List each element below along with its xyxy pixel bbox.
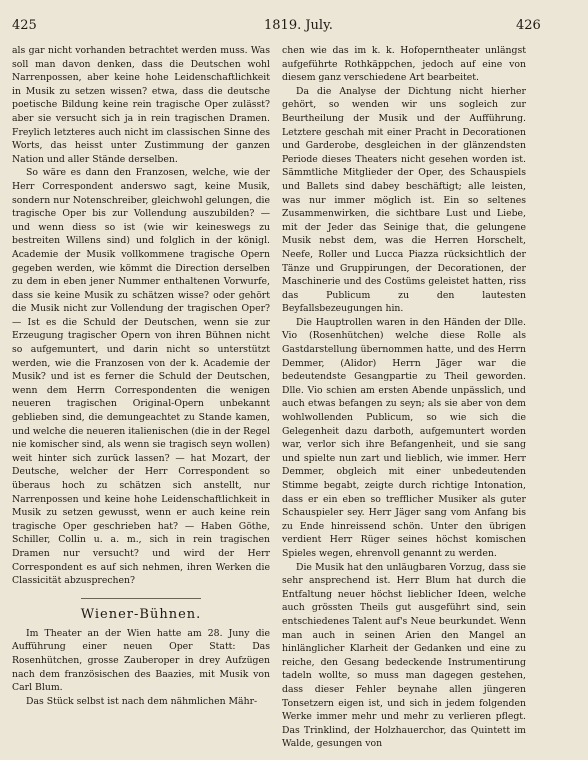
paragraph: Die Musik hat den unläugbaren Vorzug, dass sie sehr ansprechend ist. Herr Blum hat durch die Entfaltung neuer höchst lieblicher Ideen, welche auch grössten Theils gut ausgeführt sind, sein entschiedenes Talent auf's Neue beurkundet. Wenn man auch in seinen Arien den Mangel an hinlänglicher Klarheit der Gedanken und eine zu reiche, den Gesang bedeckende Instrumentirung tadeln wollte, so muss man dagegen gestehen, dass dieser Fehler beynahe allen jüngeren Tonsetzern eigen ist, und sich in jedem folgenden Werke immer mehr und mehr zu verlieren pflegt. Das Trinklind, der Holzhauerchor, das Quintett im Walde, gesungen von: [282, 561, 526, 750]
right-column: [282, 44, 526, 751]
paragraph: als gar nicht vorhanden betrachtet werden muss. Was soll man davon denken, dass die Deutschen wohl Narrenpossen, aber keine hohe Leidenschaftlichkeit in Musik zu setzen wissen? etwa, dass die deutsche poetische Bildung keine rein tragische Oper zulässt? aber sie versucht sich ja in rein tragischen Dramen. Freylich letzteres auch nicht im classischen Sinne des Worts, das heisst unter Zustimmung der ganzen Nation und aller Stände derselben.: [12, 45, 270, 165]
paragraph: Im Theater an der Wien hatte am 28. Juny die Aufführung einer neuen Oper Statt: Das Rosenhütchen, grosse Zauberoper in drey Aufzügen nach dem französischen des Baazies, mit Musik von Carl Blum.: [12, 627, 270, 694]
paragraph: Da die Analyse der Dichtung nicht hierher gehört, so wenden wir uns sogleich zur Beurtheilung der Musik und der Aufführung. Letztere geschah mit einer Pracht in Decorationen und Garderobe, desgleichen in der glänzendsten Periode dieses Theaters nicht gesehen worden ist. Sämmtliche Mitglieder der Oper, des Schauspiels und Ballets sind dabey beschäftigt; alle leisten, was nur immer möglich ist. Ein so seltenes Zusammenwirken, die sichtbare Lust und Liebe, mit der Jeder das Seinige that, die gelungene Musik nebst dem, was die Herren Horschelt, Neefe, Roller und Lucca Piazza rücksichtlich der Tänze und Gruppirungen, der Decorationen, der Maschinerie und des Costüms geleistet hatten, riss das Publicum zu den lautesten Beyfallsbezeugungen hin.: [282, 85, 526, 315]
paragraph-continuation: chen wie das im k. k. Hofoperntheater unlängst aufgeführte Rothkäppchen, jedoch auf eine von diesem ganz verschiedene Art bearbeitet.: [282, 45, 526, 84]
page-number-right: 426: [516, 18, 541, 33]
paragraph: Die Hauptrollen waren in den Händen der Dlle. Vio (Rosenhütchen) welche diese Rolle als Gastdarstellung übernommen hatte, und des Herrn Demmer, (Alidor) Herrn Jäger war die bedeutendste Gesangpartie zu Theil geworden. Dlle. Vio schien am ersten Abende unpässlich, und auch etwas befangen zu seyn; als sie aber von dem wohlwollenden Publicum, so wie sich die Gelegenheit dazu darboth, aufgemuntert worden war, verlor sich ihre Befangenheit, und sie sang und spielte nun zart und lieblich, wie immer. Herr Demmer, obgleich mit einer unbedeutenden Stimme begabt, zeigte durch richtige Intonation, dass er ein eben so trefflicher Musiker als guter Schauspieler sey. Herr Jäger sang vom Anfang bis zu Ende hinreissend schön. Unter den übrigen verdient Herr Rüger seines höchst komischen Spieles wegen, ehrenvoll genannt zu werden.: [282, 316, 526, 559]
paragraph: Das Stück selbst ist nach dem nähmlichen Mähr-: [26, 695, 258, 707]
page-number-left: 425: [12, 18, 37, 33]
section-title: Wiener-Bühnen.: [80, 606, 202, 622]
paragraph: So wäre es dann den Franzosen, welche, wie der Herr Correspondent anderswo sagt, keine Musik, sondern nur Notenschreiber, gleichwohl gelungen, die tragische Oper bis zur Vollendung auszubilden? — und wenn diess so ist (wie wir keineswegs zu bestreiten Willens sind) und folglich in der königl. Academie der Musik vollkommene tragische Opern gegeben werden, wie kömmt die Direction derselben zu dem in eben jener Nummer enthaltenen Vorwurfe, dass sie keine Musik zu schätzen wisse? oder gehört die Musik nicht zur Vollendung der tragischen Oper? — Ist es die Schuld der Deutschen, wenn sie zur Erzeugung tragischer Opern von ihren Bühnen nicht so aufgemuntert, und darin nicht so unterstützt werden, wie die Franzosen von der k. Academie der Musik? und ist es ferner die Schuld der Deutschen, wenn dem Herrn Correspondenten die wenigen neueren tragischen Original-Opern unbekannt geblieben sind, die demungeachtet zu Stande kamen, und welche die neueren italienischen (die in der Regel nie komischer sind, als wenn sie tragisch seyn wollen) weit hinter sich zurück lassen? — hat Mozart, der Deutsche, welcher der Herr Correspondent so überaus hoch zu schätzen sich anstellt, nur Narrenpossen und keine hohe Leidenschaftlichkeit in Musik zu setzen gewusst, wenn er auch keine rein tragische Oper geschrieben hat? — Haben Göthe, Schiller, Collin u. a. m., sich in rein tragischen Dramen nur versucht? und wird der Herr Correspondent es auf sich nehmen, ihren Werken die Classicität abzusprechen?: [12, 167, 270, 587]
section-divider: [81, 598, 201, 599]
left-column: [12, 44, 270, 708]
running-head: 1819. July.: [264, 18, 333, 33]
